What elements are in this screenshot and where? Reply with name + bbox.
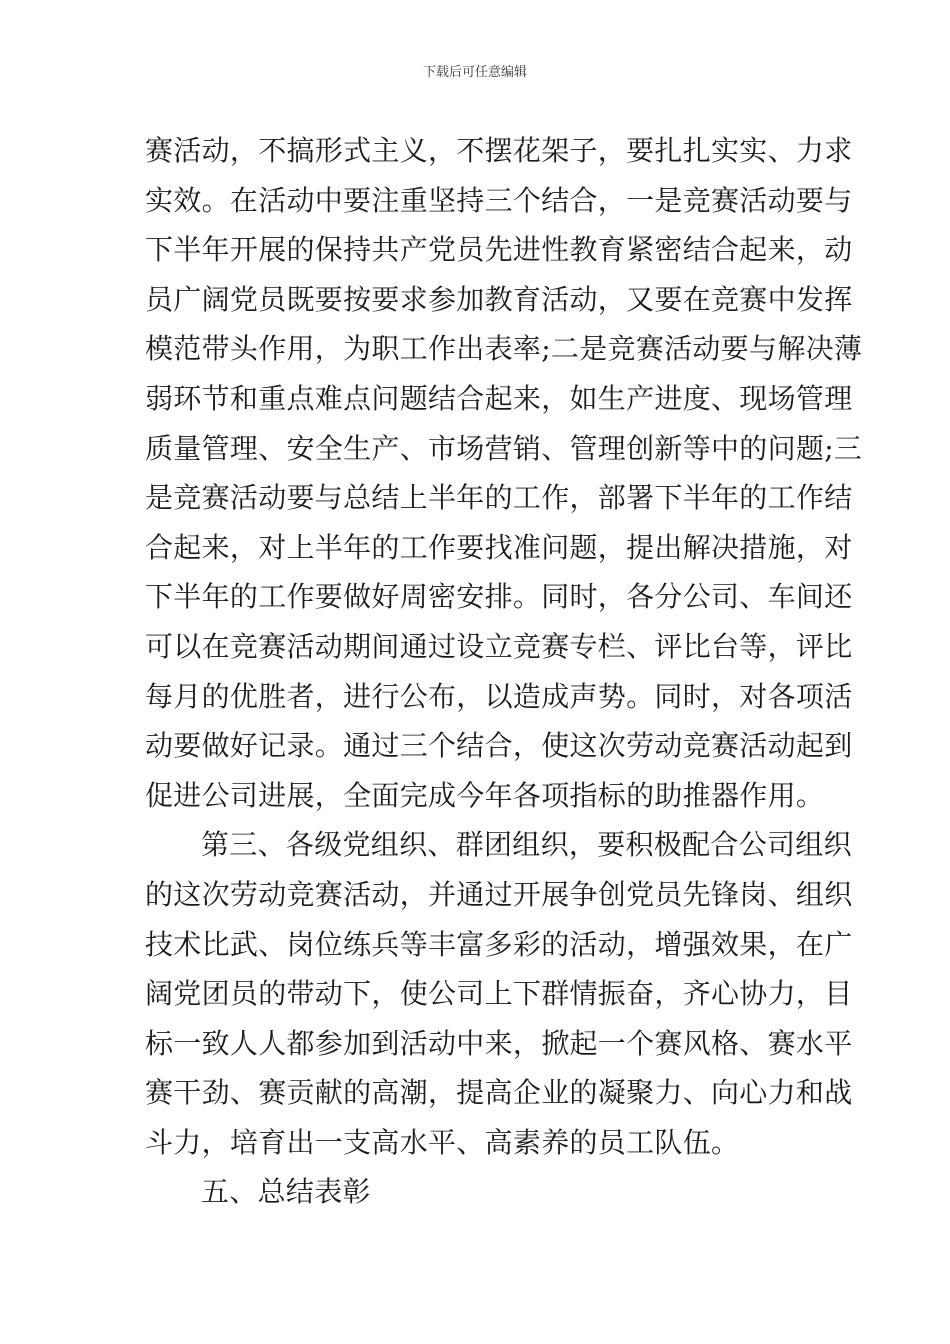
text-line: 赛活动，不搞形式主义，不摆花架子，要扎扎实实、力求	[145, 134, 853, 167]
text-line: 可以在竞赛活动期间通过设立竞赛专栏、评比台等，评比	[145, 629, 853, 663]
text-line: 合起来，对上半年的工作要找准问题，提出解决措施，对	[145, 530, 853, 564]
text-line: 促进公司进展，全面完成今年各项指标的助推器作用。	[145, 778, 825, 812]
text-line: 技术比武、岗位练兵等丰富多彩的活动，增强效果，在广	[145, 927, 853, 961]
text-line: 质量管理、安全生产、市场营销、管理创新等中的问题;三	[145, 431, 863, 465]
text-line: 下半年开展的保持共产党员先进性教育紧密结合起来，动	[145, 233, 853, 267]
text-line: 赛干劲、赛贡献的高潮，提高企业的凝聚力、向心力和战	[145, 1076, 853, 1110]
text-line: 的这次劳动竞赛活动，并通过开展争创党员先锋岗、组织	[145, 877, 853, 911]
page-header: 下载后可任意编辑	[422, 65, 527, 80]
text-line: 弱环节和重点难点问题结合起来，如生产进度、现场管理	[145, 381, 853, 415]
text-line: 阔党团员的带动下，使公司上下群情振奋，齐心协力，目	[145, 977, 853, 1011]
text-line: 下半年的工作要做好周密安排。同时，各分公司、车间还	[145, 580, 853, 614]
text-line: 模范带头作用，为职工作出表率;二是竞赛活动要与解决薄	[145, 332, 863, 366]
text-line: 动要做好记录。通过三个结合，使这次劳动竞赛活动起到	[145, 729, 853, 763]
text-line: 标一致人人都参加到活动中来，掀起一个赛风格、赛水平	[145, 1026, 853, 1060]
document-body	[145, 126, 863, 1217]
text-line: 员广阔党员既要按要求参加教育活动，又要在竞赛中发挥	[145, 282, 853, 316]
section-heading: 五、总结表彰	[201, 1175, 371, 1209]
paragraph-start-line: 第三、各级党组织、群团组织，要积极配合公司组织	[201, 828, 852, 862]
text-line: 每月的优胜者，进行公布，以造成声势。同时，对各项活	[145, 679, 853, 713]
text-line: 是竞赛活动要与总结上半年的工作，部署下半年的工作结	[145, 481, 853, 515]
text-line: 斗力，培育出一支高水平、高素养的员工队伍。	[145, 1125, 740, 1159]
text-line: 实效。在活动中要注重坚持三个结合，一是竞赛活动要与	[145, 183, 853, 217]
